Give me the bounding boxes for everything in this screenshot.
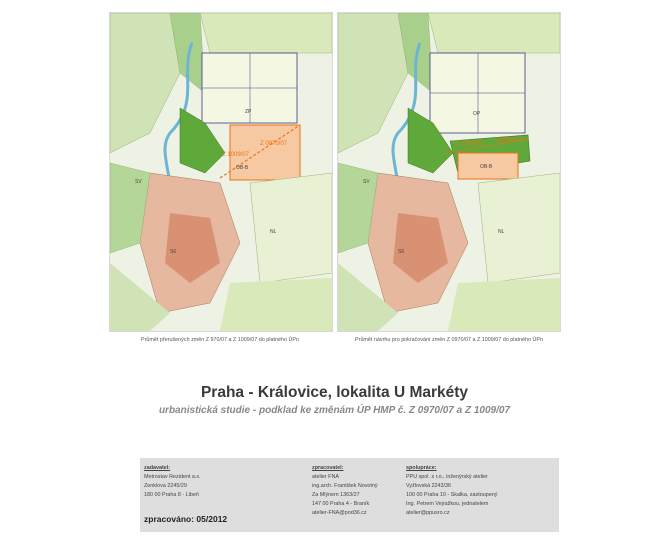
map-right-label-z1009: Z 1009/07 <box>456 141 484 147</box>
author-line: Za Mlýnem 1363/27 <box>312 492 360 498</box>
author-line: ing.arch. František Novotný <box>312 483 378 489</box>
author-line: 147 00 Praha 4 - Braník <box>312 501 370 507</box>
map-left-zone-sv: SV <box>135 179 142 185</box>
map-left <box>109 12 333 332</box>
map-right-label-z0970: Z 0970/07 <box>496 138 524 144</box>
map-left-label-z0970: Z 0970/07 <box>260 141 288 147</box>
map-right-zone-op: OP <box>473 111 481 117</box>
author-block <box>312 464 378 518</box>
partner-label: spolupráce: <box>406 465 437 471</box>
map-right-zone-nl: NL <box>498 229 505 235</box>
map-right <box>337 12 561 332</box>
page-subtitle: urbanistická studie - podklad ke změnám ÚP HMP č. Z 0970/07 a Z 1009/07 <box>158 405 511 416</box>
client-line: 180 00 Praha 8 - Libeň <box>144 492 199 498</box>
page-title: Praha - Královice, lokalita U Markéty <box>200 384 469 401</box>
partner-line: 100 00 Praha 10 - Skalka, zastoupený <box>406 492 498 498</box>
map-right-drawing <box>338 13 560 331</box>
map-left-caption: Průmět přerušených změn Z 970/07 a Z 1009/07 do platného ÚPn <box>141 337 299 343</box>
client-block <box>144 464 201 500</box>
map-left-zone-zp: ZP <box>245 109 252 115</box>
client-label: zadavatel: <box>144 465 171 471</box>
client-line: Metrostav Rezident a.s. <box>144 474 201 480</box>
partner-line: PPU spol. s r.o., inženýrský atelier <box>406 474 488 480</box>
partner-line: Vyžlovská 2243/36 <box>406 483 452 489</box>
author-email: atelier-FNA@pod36.cz <box>312 510 367 516</box>
map-right-zone-s6: S6 <box>398 249 405 255</box>
map-left-zone-nl: NL <box>270 229 277 235</box>
footer-info-box <box>140 458 559 532</box>
date-processed: zpracováno: 05/2012 <box>144 514 228 524</box>
partner-email: atelier@ppusro.cz <box>406 510 450 516</box>
author-label: zpracovatel: <box>312 465 344 471</box>
partner-line: Ing. Petrem Vejražkou, jednatelem <box>406 501 489 507</box>
author-line: atelier FNA <box>312 474 339 480</box>
map-right-zone-sv: SV <box>363 179 370 185</box>
map-left-zone-s6: S6 <box>170 249 177 255</box>
map-right-caption: Průmět návrhu pro pokračování změn Z 0970/07 a Z 1009/07 do platného ÚPn <box>355 337 543 343</box>
map-left-drawing <box>110 13 332 331</box>
map-right-zone-obb: OB-B <box>480 164 493 170</box>
client-line: Zenklova 2245/29 <box>144 483 187 489</box>
map-left-label-z1009: Z 1009/07 <box>222 152 250 158</box>
partner-block <box>406 464 497 518</box>
map-left-zone-obb: OB-B <box>236 165 249 171</box>
